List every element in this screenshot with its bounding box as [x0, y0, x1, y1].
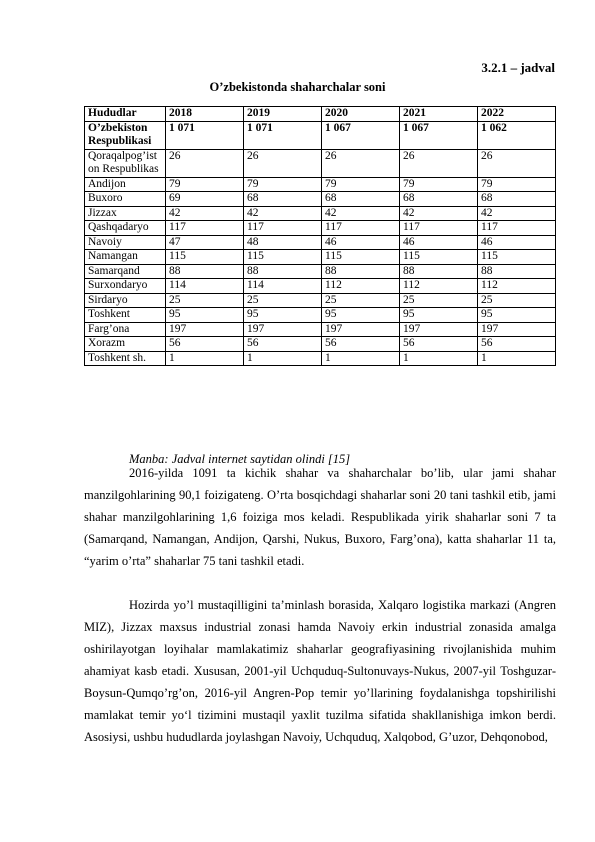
- value-cell: 1: [400, 351, 478, 366]
- value-cell: 25: [244, 293, 322, 308]
- region-cell: Andijon: [85, 177, 166, 192]
- table-row: [85, 337, 556, 352]
- table-row: [85, 206, 556, 221]
- value-cell: 95: [244, 308, 322, 323]
- region-cell: Jizzax: [85, 206, 166, 221]
- value-cell: 25: [166, 293, 244, 308]
- value-cell: 42: [322, 206, 400, 221]
- value-cell: 1: [322, 351, 400, 366]
- value-cell: 88: [166, 264, 244, 279]
- value-cell: 68: [478, 192, 556, 207]
- value-cell: 88: [244, 264, 322, 279]
- region-cell: Toshkent: [85, 308, 166, 323]
- table-number: 3.2.1 – jadval: [481, 60, 555, 75]
- value-cell: 25: [478, 293, 556, 308]
- table-row-total: [85, 121, 556, 149]
- value-cell: 197: [322, 322, 400, 337]
- value-cell: 95: [400, 308, 478, 323]
- value-cell: 115: [244, 250, 322, 265]
- table-row: [85, 279, 556, 294]
- value-cell: 117: [244, 221, 322, 236]
- region-cell: Surxondaryo: [85, 279, 166, 294]
- value-cell: 197: [244, 322, 322, 337]
- value-cell: 56: [166, 337, 244, 352]
- value-cell: 114: [244, 279, 322, 294]
- table-row: [85, 308, 556, 323]
- value-cell: 1: [244, 351, 322, 366]
- value-cell: 68: [322, 192, 400, 207]
- table-row: [85, 177, 556, 192]
- value-cell: 25: [322, 293, 400, 308]
- value-cell: 42: [478, 206, 556, 221]
- value-cell: 79: [400, 177, 478, 192]
- region-cell: Namangan: [85, 250, 166, 265]
- value-cell: 115: [322, 250, 400, 265]
- value-cell: 56: [478, 337, 556, 352]
- table-row: [85, 192, 556, 207]
- column-header: Hududlar: [85, 107, 166, 122]
- value-cell: 95: [322, 308, 400, 323]
- region-cell: Qoraqalpog’iston Respublikas: [85, 149, 166, 177]
- value-cell: 197: [400, 322, 478, 337]
- value-cell: 117: [322, 221, 400, 236]
- table-row: [85, 351, 556, 366]
- value-cell: 1: [166, 351, 244, 366]
- value-cell: 56: [400, 337, 478, 352]
- value-cell: 114: [166, 279, 244, 294]
- value-cell: 115: [478, 250, 556, 265]
- value-cell: 42: [244, 206, 322, 221]
- value-cell: 48: [244, 235, 322, 250]
- value-cell: 117: [400, 221, 478, 236]
- value-cell: 68: [400, 192, 478, 207]
- body-paragraph: 2016-yilda 1091 ta kichik shahar va shaharchalar bo’lib, ular jami shahar manzilgohlarining 90,1 foizigateng. O’rta bosqichdagi shaharlar soni 20 tani tashkil etib, jami shahar manzilgohlarining 1,6 foiziga mos keladi. Respublikada yirik shaharlar soni 7 ta (Samarqand, Namangan, Andijon, Qarshi, Nukus, Buxoro, Farg’ona), katta shaharlar 11 ta, “yarim o’rta” shaharlar 75 tani tashkil etadi.: [84, 466, 556, 568]
- table-row: [85, 149, 556, 177]
- value-cell: 95: [166, 308, 244, 323]
- body-paragraph: Hozirda yo’l mustaqilligini ta’minlash borasida, Xalqaro logistika markazi (Angren MIZ), Jizzax maxsus industrial zonasi hamda Navoiy erkin industrial zonasida amalga oshirilayotgan loyihalar mamlakatimiz shaharlar geografiyasining rivojlanishida muhim ahamiyat kasb etadi. Xususan, 2001-yil Uchquduq-Sultonuvays-Nukus, 2007-yil Toshguzar-Boysun-Qumqo’rg’on, 2016-yil Angren-Pop temir yo’llarining foydalanishga topshirilishi mamlakat temir yo‘l tizimini mustaqil yaxlit tuzilma sifatida shakllanishiga imkon berdi. Asosiysi, ushbu hududlarda joylashgan Navoiy, Uchquduq, Xalqobod, G’uzor, Dehqonobod,: [84, 598, 556, 744]
- value-cell: 79: [478, 177, 556, 192]
- table-row: [85, 235, 556, 250]
- table-row: [85, 221, 556, 236]
- table-header-row: [85, 107, 556, 122]
- value-cell: 26: [244, 149, 322, 177]
- value-cell: 112: [322, 279, 400, 294]
- table-title: O’zbekistonda shaharchalar soni: [209, 80, 386, 94]
- value-cell: 197: [478, 322, 556, 337]
- region-cell: Farg’ona: [85, 322, 166, 337]
- region-cell: Xorazm: [85, 337, 166, 352]
- region-cell: Navoiy: [85, 235, 166, 250]
- region-cell: Samarqand: [85, 264, 166, 279]
- region-cell: O’zbekiston Respublikasi: [85, 121, 166, 149]
- table-row: [85, 322, 556, 337]
- table-row: [85, 250, 556, 265]
- data-table: [84, 106, 556, 366]
- value-cell: 197: [166, 322, 244, 337]
- value-cell: 68: [244, 192, 322, 207]
- value-cell: 1 067: [400, 121, 478, 149]
- value-cell: 1 071: [166, 121, 244, 149]
- value-cell: 79: [322, 177, 400, 192]
- value-cell: 42: [400, 206, 478, 221]
- value-cell: 1 062: [478, 121, 556, 149]
- column-header: 2022: [478, 107, 556, 122]
- value-cell: 88: [478, 264, 556, 279]
- value-cell: 1 071: [244, 121, 322, 149]
- column-header: 2019: [244, 107, 322, 122]
- value-cell: 46: [322, 235, 400, 250]
- value-cell: 1 067: [322, 121, 400, 149]
- value-cell: 26: [400, 149, 478, 177]
- value-cell: 79: [166, 177, 244, 192]
- value-cell: 112: [478, 279, 556, 294]
- region-cell: Toshkent sh.: [85, 351, 166, 366]
- value-cell: 56: [244, 337, 322, 352]
- column-header: 2020: [322, 107, 400, 122]
- value-cell: 117: [478, 221, 556, 236]
- value-cell: 115: [166, 250, 244, 265]
- region-cell: Qashqadaryo: [85, 221, 166, 236]
- value-cell: 56: [322, 337, 400, 352]
- value-cell: 95: [478, 308, 556, 323]
- value-cell: 112: [400, 279, 478, 294]
- value-cell: 88: [322, 264, 400, 279]
- column-header: 2018: [166, 107, 244, 122]
- value-cell: 115: [400, 250, 478, 265]
- table-row: [85, 293, 556, 308]
- value-cell: 69: [166, 192, 244, 207]
- value-cell: 26: [322, 149, 400, 177]
- value-cell: 26: [166, 149, 244, 177]
- value-cell: 26: [478, 149, 556, 177]
- table-source-note: Manba: Jadval internet saytidan olindi [15]: [129, 452, 351, 466]
- value-cell: 117: [166, 221, 244, 236]
- value-cell: 1: [478, 351, 556, 366]
- table-row: [85, 264, 556, 279]
- value-cell: 46: [400, 235, 478, 250]
- value-cell: 88: [400, 264, 478, 279]
- region-cell: Buxoro: [85, 192, 166, 207]
- value-cell: 46: [478, 235, 556, 250]
- region-cell: Sirdaryo: [85, 293, 166, 308]
- value-cell: 47: [166, 235, 244, 250]
- value-cell: 79: [244, 177, 322, 192]
- value-cell: 42: [166, 206, 244, 221]
- column-header: 2021: [400, 107, 478, 122]
- value-cell: 25: [400, 293, 478, 308]
